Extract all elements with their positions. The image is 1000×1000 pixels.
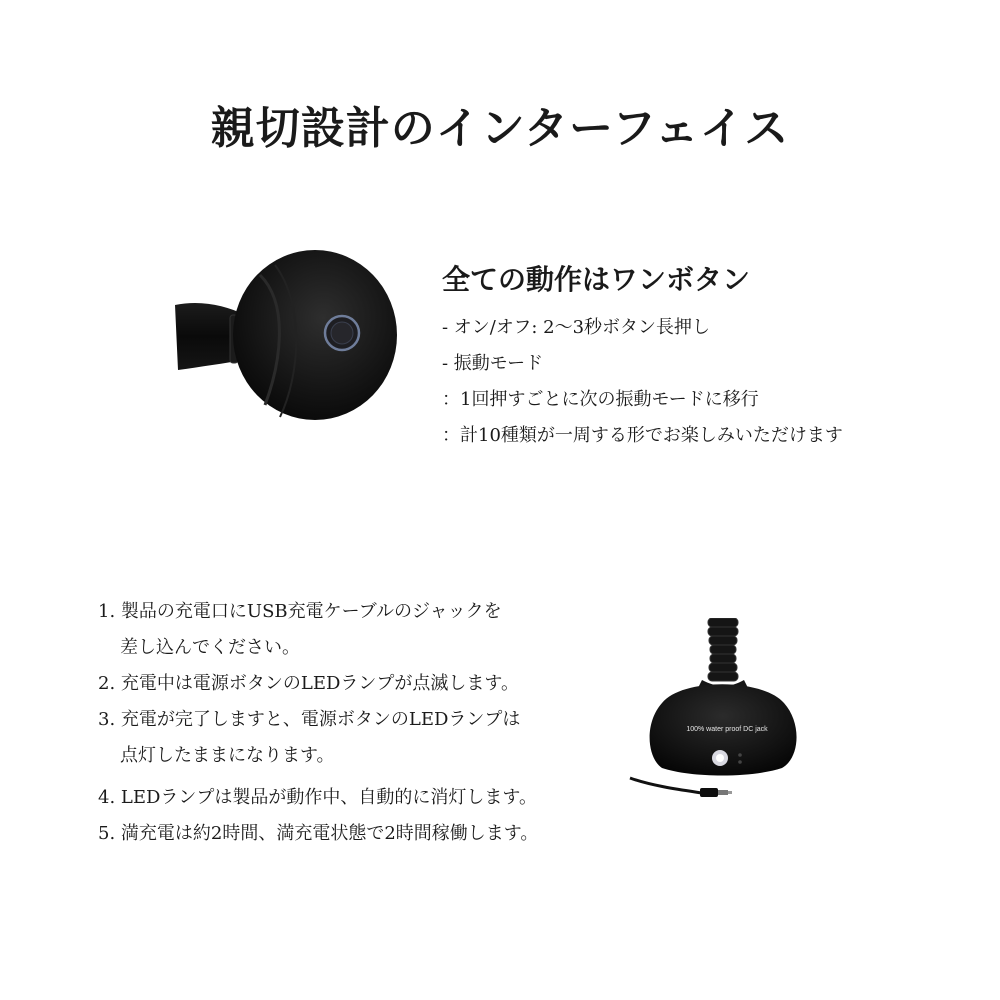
list-item: 点灯したままになります。 — [120, 745, 335, 766]
power-button-icon — [325, 316, 359, 350]
page-title: 親切設計のインターフェイス — [210, 103, 790, 154]
led-button-icon — [712, 750, 728, 766]
product-power-button-image — [170, 245, 400, 435]
list-item: 差し込んでください。 — [120, 637, 300, 658]
instruction-line: ：1回押すごとに次の振動モードに移行 — [442, 389, 759, 410]
cable-icon — [630, 778, 702, 793]
dc-jack-label: 100% water proof DC jack — [686, 726, 768, 733]
list-item: 1. 製品の充電口にUSB充電ケーブルのジャックを — [98, 601, 502, 622]
instruction-line: ：計10種類が一周する形でお楽しみいただけます — [442, 425, 843, 446]
section1-heading: 全ての動作はワンボタン — [442, 263, 751, 296]
list-item: 3. 充電が完了しますと、電源ボタンのLEDランプは — [98, 709, 521, 730]
list-item: 2. 充電中は電源ボタンのLEDランプが点滅します。 — [98, 673, 519, 694]
instruction-line: - 振動モード — [442, 353, 544, 374]
list-item: 4. LEDランプは製品が動作中、自動的に消灯します。 — [98, 787, 537, 808]
product-dc-jack-image — [622, 618, 822, 808]
instruction-line: - オン/オフ: 2〜3秒ボタン長押し — [442, 317, 711, 338]
list-item: 5. 満充電は約2時間、満充電状態で2時間稼働します。 — [98, 823, 539, 844]
